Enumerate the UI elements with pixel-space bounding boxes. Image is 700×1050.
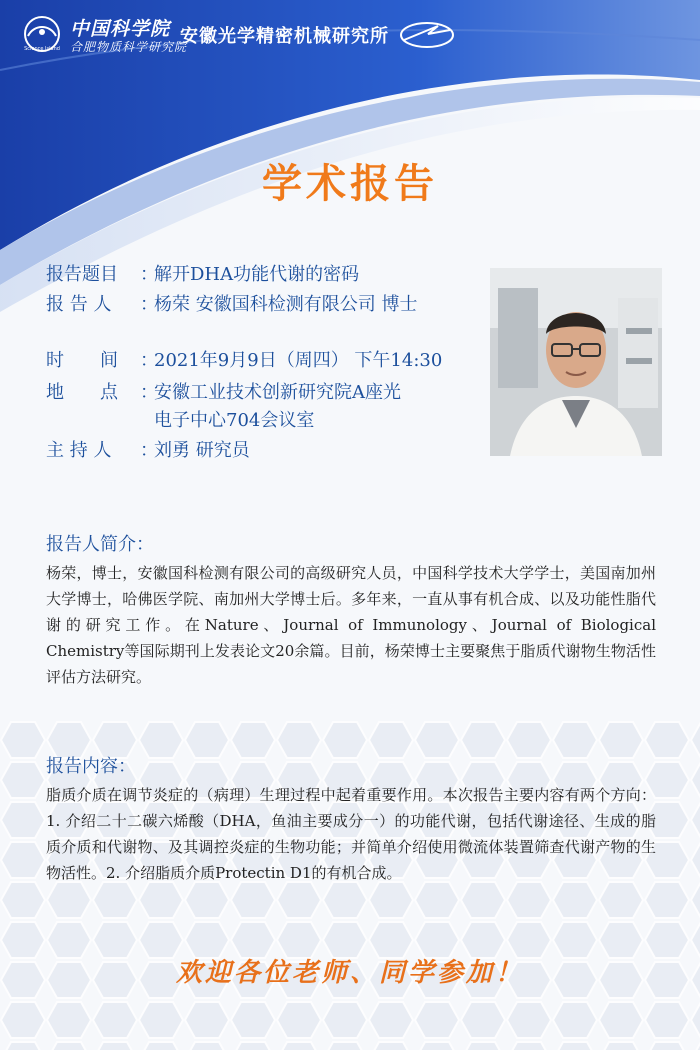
time-value: 2021年9月9日（周四） 下午14:30: [154, 350, 443, 371]
speaker-photo: [490, 268, 662, 456]
place-row-2: [154, 408, 314, 434]
cas-logo-icon: [20, 14, 64, 54]
speaker-row: [46, 292, 417, 318]
speaker-label: 报 告 人: [46, 294, 112, 315]
bio-text: 杨荣，博士，安徽国科检测有限公司的高级研究人员，中国科学技术大学学士，美国南加州大学博士，哈佛医学院、南加州大学博士后。多年来，一直从事有机合成、以及功能性脂代谢的研究工作。在Nature、Journal of Immunology、Journal of Biological Chemistry等国际期刊上发表论文20余篇。目前，杨荣博士主要聚焦于脂质代谢物生物活性评估方法研究。: [46, 564, 656, 686]
time-row: [46, 348, 442, 374]
host-row: [46, 438, 250, 464]
institute-name: 安徽光学精密机械研究所: [180, 26, 389, 47]
bio-heading: 报告人简介：: [46, 534, 154, 555]
topic-label: 报告题目: [46, 264, 118, 285]
topic-value: 解开DHA功能代谢的密码: [154, 264, 360, 285]
aiofm-logo-icon: [398, 20, 456, 50]
place-row: [46, 380, 401, 406]
welcome-message: 欢迎各位老师、同学参加！: [175, 958, 524, 988]
colon: ：: [140, 382, 158, 403]
colon: ：: [140, 440, 158, 461]
speaker-value: 杨荣 安徽国科检测有限公司 博士: [154, 294, 418, 315]
cas-name: 中国科学院: [70, 18, 171, 40]
colon: ：: [140, 294, 158, 315]
cas-subtitle: 合肥物质科学研究院: [70, 40, 188, 54]
host-value: 刘勇 研究员: [154, 440, 250, 461]
colon: ：: [140, 264, 158, 285]
cas-badge-text: Science Island: [24, 46, 60, 52]
host-label: 主 持 人: [46, 440, 112, 461]
topic-row: [46, 262, 359, 288]
colon: ：: [140, 350, 158, 371]
content-text: 脂质介质在调节炎症的（病理）生理过程中起着重要作用。本次报告主要内容有两个方向：1. 介绍二十二碳六烯酸（DHA，鱼油主要成分一）的功能代谢，包括代谢途径、生成的脂质介质和代谢物、及其调控炎症的生物功能；并简单介绍使用微流体装置筛查代谢产物的生物活性。2. 介绍脂质介质Protectin D1的有机合成。: [46, 786, 656, 882]
time-label: 时 间: [46, 350, 118, 371]
place-value-line1: 安徽工业技术创新研究院A座光: [154, 382, 401, 403]
place-label: 地 点: [46, 382, 118, 403]
place-value-line2: 电子中心704会议室: [154, 410, 315, 431]
page-title: 学术报告: [262, 161, 438, 207]
content-heading: 报告内容：: [46, 756, 136, 777]
